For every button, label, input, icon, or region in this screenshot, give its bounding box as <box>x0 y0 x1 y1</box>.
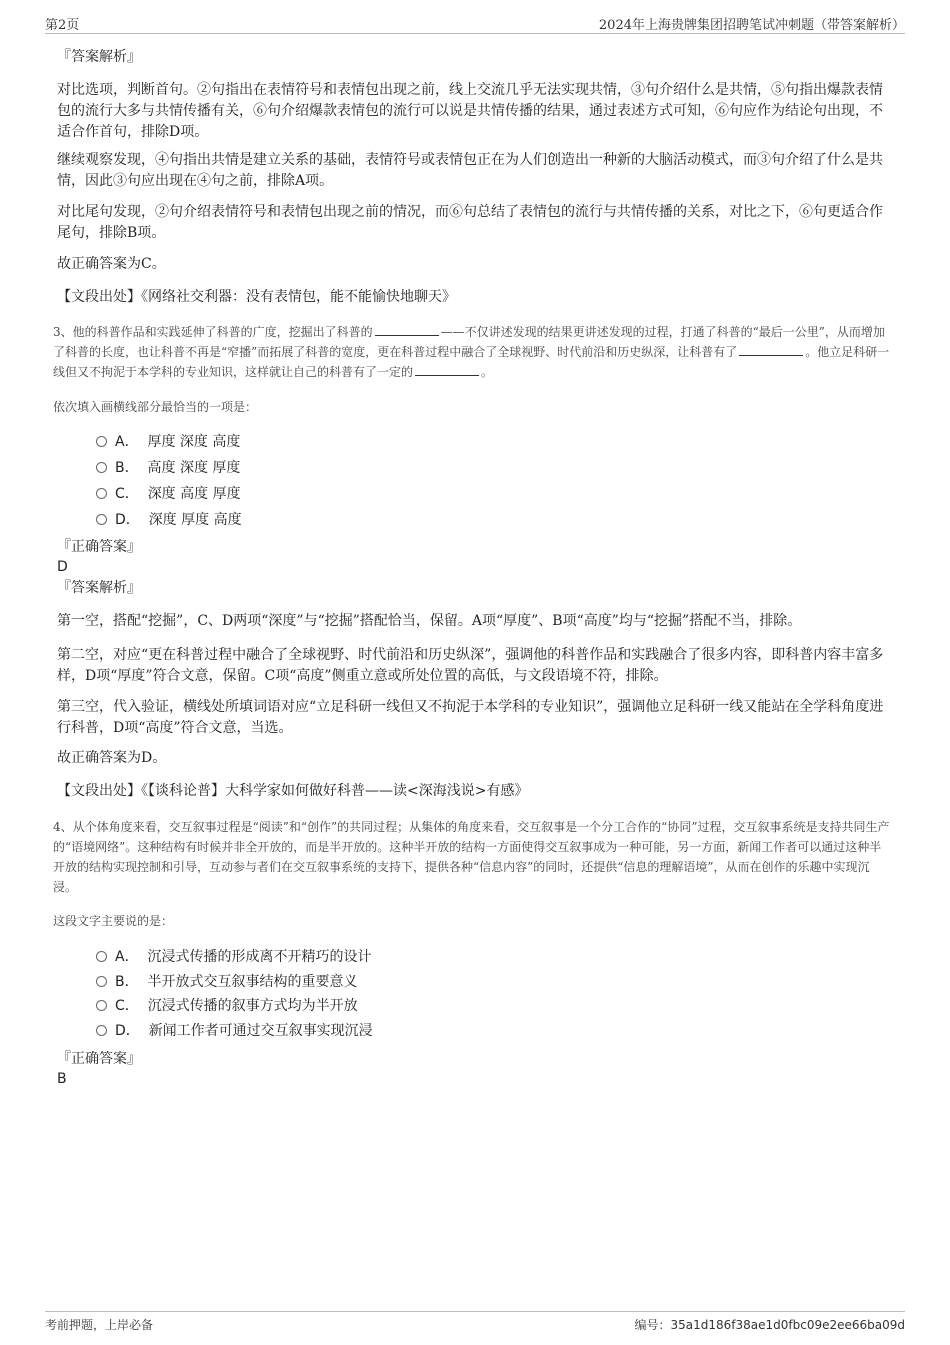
option-c[interactable] <box>96 484 241 504</box>
option-text: 厚度 深度 高度 <box>147 434 241 450</box>
question-text: ——不仅讲述发现的结果更讲述发现的过程，打通了科普的“最后一公里”，从而增加了科普的长度，也让科普不再是“窄播”而拓展了科普的宽度，更在科普过程中融合了全球视野、时代前沿和历史纵深，让科普有了 <box>53 325 885 359</box>
option-text: 深度 高度 厚度 <box>147 486 241 502</box>
source-citation: 【文段出处】《【谈科论普】大科学家如何做好科普——读<深海浅说>有感》 <box>57 783 529 799</box>
footer-slogan: 考前押题，上岸必备 <box>45 1318 154 1332</box>
document-code <box>634 1316 905 1333</box>
option-text: 沉浸式传播的叙事方式均为半开放 <box>147 998 358 1014</box>
option-d[interactable] <box>96 1021 373 1041</box>
radio-icon[interactable] <box>96 436 107 447</box>
radio-icon[interactable] <box>96 951 107 962</box>
code-value: 35a1d186f38ae1d0fbc09e2ee66ba09d <box>670 1318 905 1332</box>
answer-statement: 故正确答案为D。 <box>57 750 167 766</box>
option-a[interactable] <box>96 432 240 452</box>
option-letter: D． <box>115 512 140 528</box>
option-letter: C． <box>115 486 139 502</box>
question-3-stem <box>53 322 893 382</box>
option-letter: C． <box>115 998 139 1014</box>
correct-answer: D <box>57 559 68 575</box>
option-text: 新闻工作者可通过交互叙事实现沉浸 <box>148 1023 373 1039</box>
footer-divider <box>45 1311 905 1312</box>
analysis-paragraph: 对比选项，判断首句。②句指出在表情符号和表情包出现之前，线上交流几乎无法实现共情，③句介绍什么是共情，⑤句指出爆款表情包的流行大多与共情传播有关，⑥句介绍爆款表情包的流行可以说是共情传播的结果，通过表述方式可知，⑥句应作为结论句出现，不适合作首句，排除D项。 <box>57 82 883 140</box>
page-number: 第2页 <box>45 18 80 33</box>
analysis-paragraph: 第三空，代入验证，横线处所填词语对应“立足科研一线但又不拘泥于本学科的专业知识”，强调他立足科研一线又能站在全学科角度进行科普，D项“高度”符合文意，当选。 <box>57 699 884 736</box>
correct-answer-label: 『正确答案』 <box>57 1051 141 1067</box>
option-text: 沉浸式传播的形成离不开精巧的设计 <box>147 949 372 965</box>
analysis-paragraph: 对比尾句发现，②句介绍表情符号和表情包出现之前的情况，而⑥句总结了表情包的流行与共情传播的关系，对比之下，⑥句更适合作尾句，排除B项。 <box>57 204 883 241</box>
source-citation: 【文段出处】《网络社交利器：没有表情包，能不能愉快地聊天》 <box>57 289 456 305</box>
question-prompt: 依次填入画横线部分最恰当的一项是： <box>53 400 258 414</box>
radio-icon[interactable] <box>96 1025 107 1036</box>
code-label: 编号： <box>634 1318 671 1332</box>
answer-statement: 故正确答案为C。 <box>57 256 166 272</box>
analysis-paragraph: 第一空，搭配“挖掘”，C、D两项“深度”与“挖掘”搭配恰当，保留。A项“厚度”、B项“高度”均与“挖掘”搭配不当，排除。 <box>57 613 802 629</box>
radio-icon[interactable] <box>96 488 107 499</box>
question-4-stem: 4、从个体角度来看，交互叙事过程是“阅读”和“创作”的共同过程；从集体的角度来看，交互叙事是一个分工合作的“协同”过程，交互叙事系统是支持共同生产的“语境网络”。这种结构有时候并非全开放的，而是半开放的。这种半开放的结构一方面使得交互叙事成为一种可能，另一方面，新闻工作者可以通过这种半开放的结构实现控制和引导，互动参与者们在交互叙事系统的支持下，提供各种“信息内容”的同时，还提供“信息的理解语境”，从而在创作的乐趣中实现沉浸。 <box>53 820 890 894</box>
option-a[interactable] <box>96 947 371 967</box>
header-divider <box>45 33 905 34</box>
option-c[interactable] <box>96 996 358 1016</box>
radio-icon[interactable] <box>96 1000 107 1011</box>
fill-blank <box>375 323 439 336</box>
correct-answer: B <box>57 1071 67 1087</box>
radio-icon[interactable] <box>96 462 107 473</box>
analysis-label: 『答案解析』 <box>57 580 141 596</box>
option-letter: B． <box>115 460 139 476</box>
radio-icon[interactable] <box>96 514 107 525</box>
option-b[interactable] <box>96 972 358 992</box>
question-prompt: 这段文字主要说的是： <box>53 914 174 928</box>
option-text: 高度 深度 厚度 <box>147 460 241 476</box>
option-b[interactable] <box>96 458 240 478</box>
analysis-paragraph: 第二空，对应“更在科普过程中融合了全球视野、时代前沿和历史纵深”，强调他的科普作品和实践融合了很多内容，即科普内容丰富多样，D项“厚度”符合文意，保留。C项“高度”侧重立意或所处位置的高低，与文段语境不符，排除。 <box>57 647 884 684</box>
option-letter: A． <box>115 949 139 965</box>
option-d[interactable] <box>96 510 242 530</box>
document-title: 2024年上海贵牌集团招聘笔试冲刺题（带答案解析） <box>598 18 905 33</box>
option-letter: D． <box>115 1023 140 1039</box>
option-text: 半开放式交互叙事结构的重要意义 <box>147 974 358 990</box>
analysis-paragraph: 继续观察发现，④句指出共情是建立关系的基础，表情符号或表情包正在为人们创造出一种新的大脑活动模式，而③句介绍了什么是共情，因此③句应出现在④句之前，排除A项。 <box>57 152 883 189</box>
option-text: 深度 厚度 高度 <box>148 512 242 528</box>
fill-blank <box>739 343 803 356</box>
question-text: 3、他的科普作品和实践延伸了科普的广度，挖掘出了科普的 <box>53 325 373 339</box>
option-letter: B． <box>115 974 139 990</box>
correct-answer-label: 『正确答案』 <box>57 539 141 555</box>
fill-blank <box>415 363 479 376</box>
radio-icon[interactable] <box>96 976 107 987</box>
question-text: 。 <box>481 365 494 379</box>
option-letter: A． <box>115 434 139 450</box>
analysis-label: 『答案解析』 <box>57 49 141 65</box>
question-text: 。他立足科研一线但又不拘泥于本学科的专业知识，这样就让自己的科普有了一定的 <box>53 345 890 379</box>
